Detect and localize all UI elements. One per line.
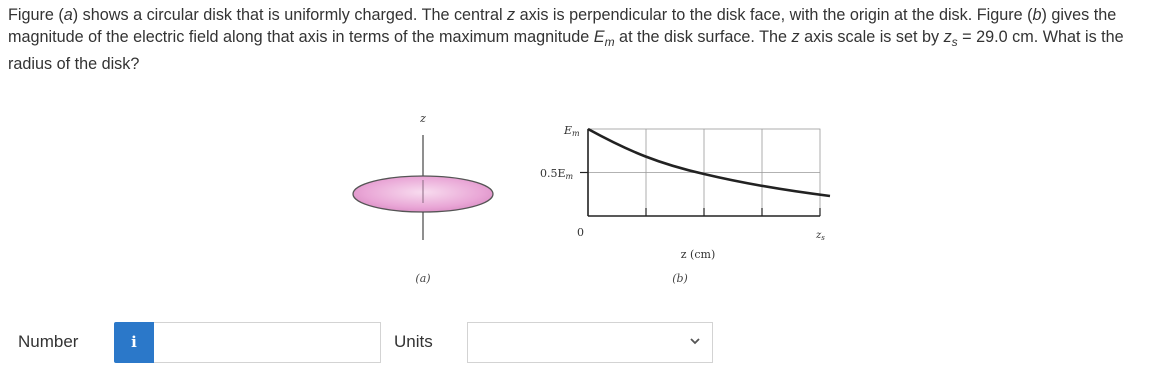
- question-text: Figure (a) shows a circular disk that is uniformly charged. The central z axis is perpendicular to the disk face, with the origin at the disk. Figure (b) gives the magnitude of the electric field along that axis in terms of the maximum magnitude $E_m$ at the disk surface. The z axis scale is set by $z_s = 29.0$ cm. What is the radius of the disk?: [8, 6, 1124, 74]
- field-curve: [588, 129, 830, 196]
- figure-a-axis-label: z: [420, 112, 426, 125]
- graph-x-end-label: $z_s$: [816, 230, 825, 242]
- figure-a-caption: (a): [415, 272, 431, 285]
- figure-b: [540, 124, 830, 285]
- figure-a: [353, 112, 493, 285]
- graph-y-mid-label: 0.5Em: [540, 167, 574, 181]
- units-label: Units: [394, 332, 433, 351]
- number-input[interactable]: [154, 322, 381, 363]
- physics-figure: [330, 108, 850, 298]
- units-select[interactable]: [467, 322, 713, 363]
- graph-y-top-label: Em: [564, 124, 580, 138]
- chevron-down-icon: [688, 334, 702, 348]
- info-icon[interactable]: i: [114, 322, 154, 363]
- answer-row: [0, 322, 1175, 364]
- graph-origin-label: 0: [577, 226, 584, 239]
- graph-x-axis-label: z (cm): [680, 248, 716, 261]
- number-label: Number: [18, 332, 79, 351]
- figure-b-caption: (b): [672, 272, 688, 285]
